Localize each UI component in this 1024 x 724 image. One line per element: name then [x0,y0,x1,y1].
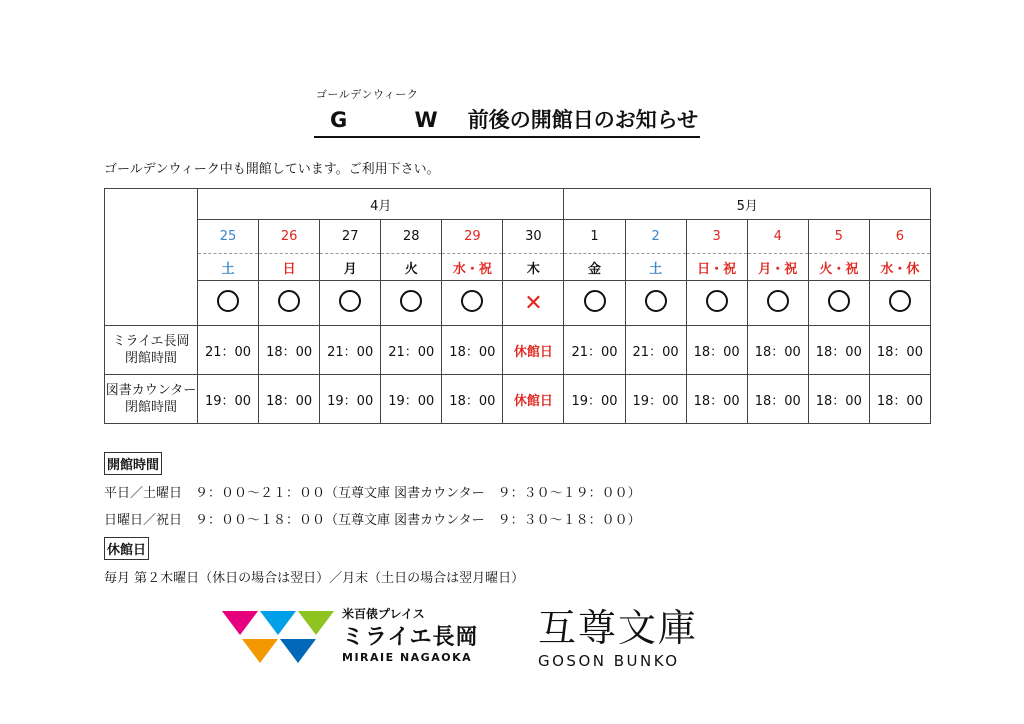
weekday-hours: 平日／土曜日 ９：００～２１：００（互尊文庫 図書カウンター ９：３０～１９：００） [104,486,641,501]
library-closing-time: 18：00 [442,375,503,424]
circle-icon [889,290,911,312]
circle-icon [828,290,850,312]
closed-mark [503,281,564,326]
library-closing-time: 18：00 [686,375,747,424]
day-date: 30 [503,220,564,254]
mirai-closing-time: 21：00 [320,326,381,375]
open-mark [747,281,808,326]
month-april: 4月 [198,189,564,220]
circle-icon [461,290,483,312]
goson-logo-jp: 互尊文庫 [538,606,699,650]
row-label-mirai-name: ミライエ長岡 [112,334,190,349]
goson-bunko-logo [538,606,713,670]
day-weekday: 火 [381,254,442,281]
open-mark [198,281,259,326]
library-closing-time: 休館日 [503,375,564,424]
library-closing-time: 19：00 [564,375,625,424]
day-date: 28 [381,220,442,254]
day-weekday: 金 [564,254,625,281]
library-closing-time: 19：00 [198,375,259,424]
circle-icon [645,290,667,312]
day-date: 6 [869,220,930,254]
day-weekday: 木 [503,254,564,281]
library-closing-time: 19：00 [625,375,686,424]
library-closing-time: 18：00 [747,375,808,424]
title-rest: 前後の開館日のお知らせ [467,108,699,132]
library-closing-time: 19：00 [320,375,381,424]
day-weekday: 日 [259,254,320,281]
open-mark [320,281,381,326]
row-label-library-name: 図書カウンター [105,383,197,398]
open-mark [686,281,747,326]
intro-text: ゴールデンウィーク中も開館しています。ご利用下さい。 [104,162,440,177]
miraie-logo-sub: 米百俵プレイス [342,607,425,621]
open-mark [869,281,930,326]
day-date: 29 [442,220,503,254]
day-weekday: 火・祝 [808,254,869,281]
cross-icon: ✕ [524,290,543,316]
miraie-logo-en: MIRAIE NAGAOKA [342,651,473,664]
mirai-closing-time: 18：00 [808,326,869,375]
day-weekday: 月 [320,254,381,281]
circle-icon [278,290,300,312]
mirai-closing-time: 18：00 [686,326,747,375]
library-closing-time: 18：00 [259,375,320,424]
day-date: 5 [808,220,869,254]
mirai-closing-time: 18：00 [747,326,808,375]
schedule-table [104,188,931,424]
library-closing-time: 18：00 [808,375,869,424]
day-date: 3 [686,220,747,254]
open-mark [442,281,503,326]
mirai-closing-time: 21：00 [625,326,686,375]
row-label-mirai-closing: 閉館時間 [124,351,177,366]
mirai-closing-time: 休館日 [503,326,564,375]
open-mark [381,281,442,326]
day-date: 26 [259,220,320,254]
circle-icon [400,290,422,312]
open-hours-heading: 開館時間 [104,452,162,475]
logo-triangle [222,611,258,635]
holiday-hours: 日曜日／祝日 ９：００～１８：００（互尊文庫 図書カウンター ９：３０～１８：００） [104,513,641,528]
row-label-library [105,375,198,424]
open-mark [259,281,320,326]
mirai-closing-time: 18：00 [442,326,503,375]
page-title [314,104,700,138]
circle-icon [584,290,606,312]
title-gw: G W [330,108,468,132]
mirai-closing-time: 18：00 [869,326,930,375]
goson-logo-en: GOSON BUNKO [538,652,680,670]
circle-icon [767,290,789,312]
mirai-closing-time: 21：00 [381,326,442,375]
miraie-logo [222,605,492,670]
logo-triangle [242,639,278,663]
day-date: 2 [625,220,686,254]
open-mark [808,281,869,326]
library-closing-time: 18：00 [869,375,930,424]
miraie-logo-main: ミライエ長岡 [342,625,479,650]
logo-triangle [298,611,334,635]
closed-days-heading: 休館日 [104,537,149,560]
miraie-logo-mark [222,611,334,663]
day-date: 25 [198,220,259,254]
corner-cell [105,189,198,326]
day-date: 27 [320,220,381,254]
mirai-closing-time: 21：00 [564,326,625,375]
day-weekday: 日・祝 [686,254,747,281]
mirai-closing-time: 18：00 [259,326,320,375]
day-weekday: 月・祝 [747,254,808,281]
circle-icon [217,290,239,312]
month-may: 5月 [564,189,931,220]
day-date: 4 [747,220,808,254]
library-closing-time: 19：00 [381,375,442,424]
day-date: 1 [564,220,625,254]
closed-days-text: 毎月 第２木曜日（休日の場合は翌日）／月末（土日の場合は翌月曜日） [104,571,525,586]
logo-triangle [280,639,316,663]
circle-icon [706,290,728,312]
title-ruby: ゴールデンウィーク [316,88,419,101]
logo-triangle [260,611,296,635]
circle-icon [339,290,361,312]
mirai-closing-time: 21：00 [198,326,259,375]
row-label-mirai [105,326,198,375]
open-mark [625,281,686,326]
day-weekday: 水・休 [869,254,930,281]
day-weekday: 水・祝 [442,254,503,281]
day-weekday: 土 [625,254,686,281]
row-label-library-closing: 閉館時間 [124,400,177,415]
day-weekday: 土 [198,254,259,281]
open-mark [564,281,625,326]
